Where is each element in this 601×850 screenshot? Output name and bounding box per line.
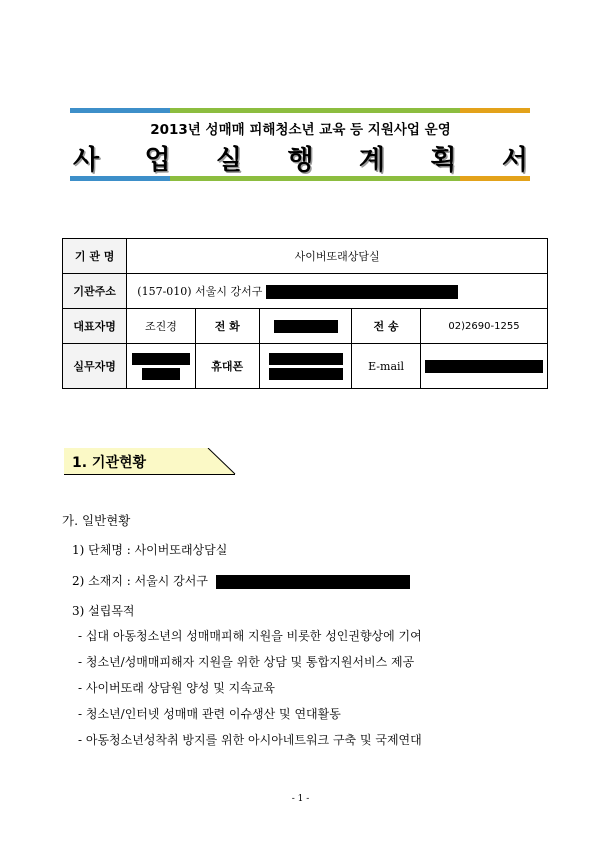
header-top-bar [70,108,530,113]
rep-value: 조진경 [127,309,195,344]
redaction-block [216,575,410,589]
subheading: 가. 일반현황 [62,513,131,528]
table-row [63,274,548,309]
org-name-label: 기 관 명 [63,239,127,274]
org-name-value: 사이버또래상담실 [127,239,548,274]
redaction-block [266,285,458,299]
document-subtitle: 2013년 성매매 피해청소년 교육 등 지원사업 운영 [150,122,451,138]
section-heading-tab-shape [204,448,236,475]
phone-label: 전 화 [195,309,259,344]
mobile-label: 휴대폰 [195,344,259,389]
table-row [63,344,548,389]
organization-info-table [62,238,548,389]
list-item [72,572,410,590]
purpose-item: - 아동청소년성착취 방지를 위한 아시아네트워크 구축 및 국제연대 [78,733,422,747]
redaction-block [425,360,543,373]
purpose-item: - 십대 아동청소년의 성매매피해 지원을 비롯한 성인권향상에 기여 [78,629,422,643]
document-title: 사 업 실 행 계 획 서 [73,145,546,176]
redaction-block [132,353,190,365]
mobile-cell [259,344,351,389]
redaction-block [142,368,180,380]
redaction-block [274,320,338,333]
staff-label: 실무자명 [63,344,127,389]
list-item: 3) 설립목적 [72,604,135,618]
address-value: (157-010) 서울시 강서구 [137,285,263,298]
email-cell [421,344,548,389]
redaction-block [269,353,343,365]
email-label: E-mail [352,344,421,389]
purpose-item: - 청소년/성매매피해자 지원을 위한 상담 및 통합지원서비스 제공 [78,655,415,669]
fax-label: 전 송 [352,309,421,344]
header-bottom-bar [70,176,530,181]
section-heading: 1. 기관현황 [72,455,147,471]
redaction-block [269,368,343,380]
address-label: 기관주소 [63,274,127,309]
page-number: - 1 - [291,794,310,804]
address-cell [127,274,548,309]
location-text: 2) 소재지 : 서울시 강서구 [72,574,208,588]
table-row [63,239,548,274]
purpose-item: - 청소년/인터넷 성매매 관련 이슈생산 및 연대활동 [78,707,341,721]
staff-cell [127,344,195,389]
table-row [63,309,548,344]
phone-cell [259,309,351,344]
list-item: 1) 단체명 : 사이버또래상담실 [72,543,228,557]
fax-value: 02)2690-1255 [421,309,548,344]
rep-label: 대표자명 [63,309,127,344]
purpose-item: - 사이버또래 상담원 양성 및 지속교육 [78,681,276,695]
